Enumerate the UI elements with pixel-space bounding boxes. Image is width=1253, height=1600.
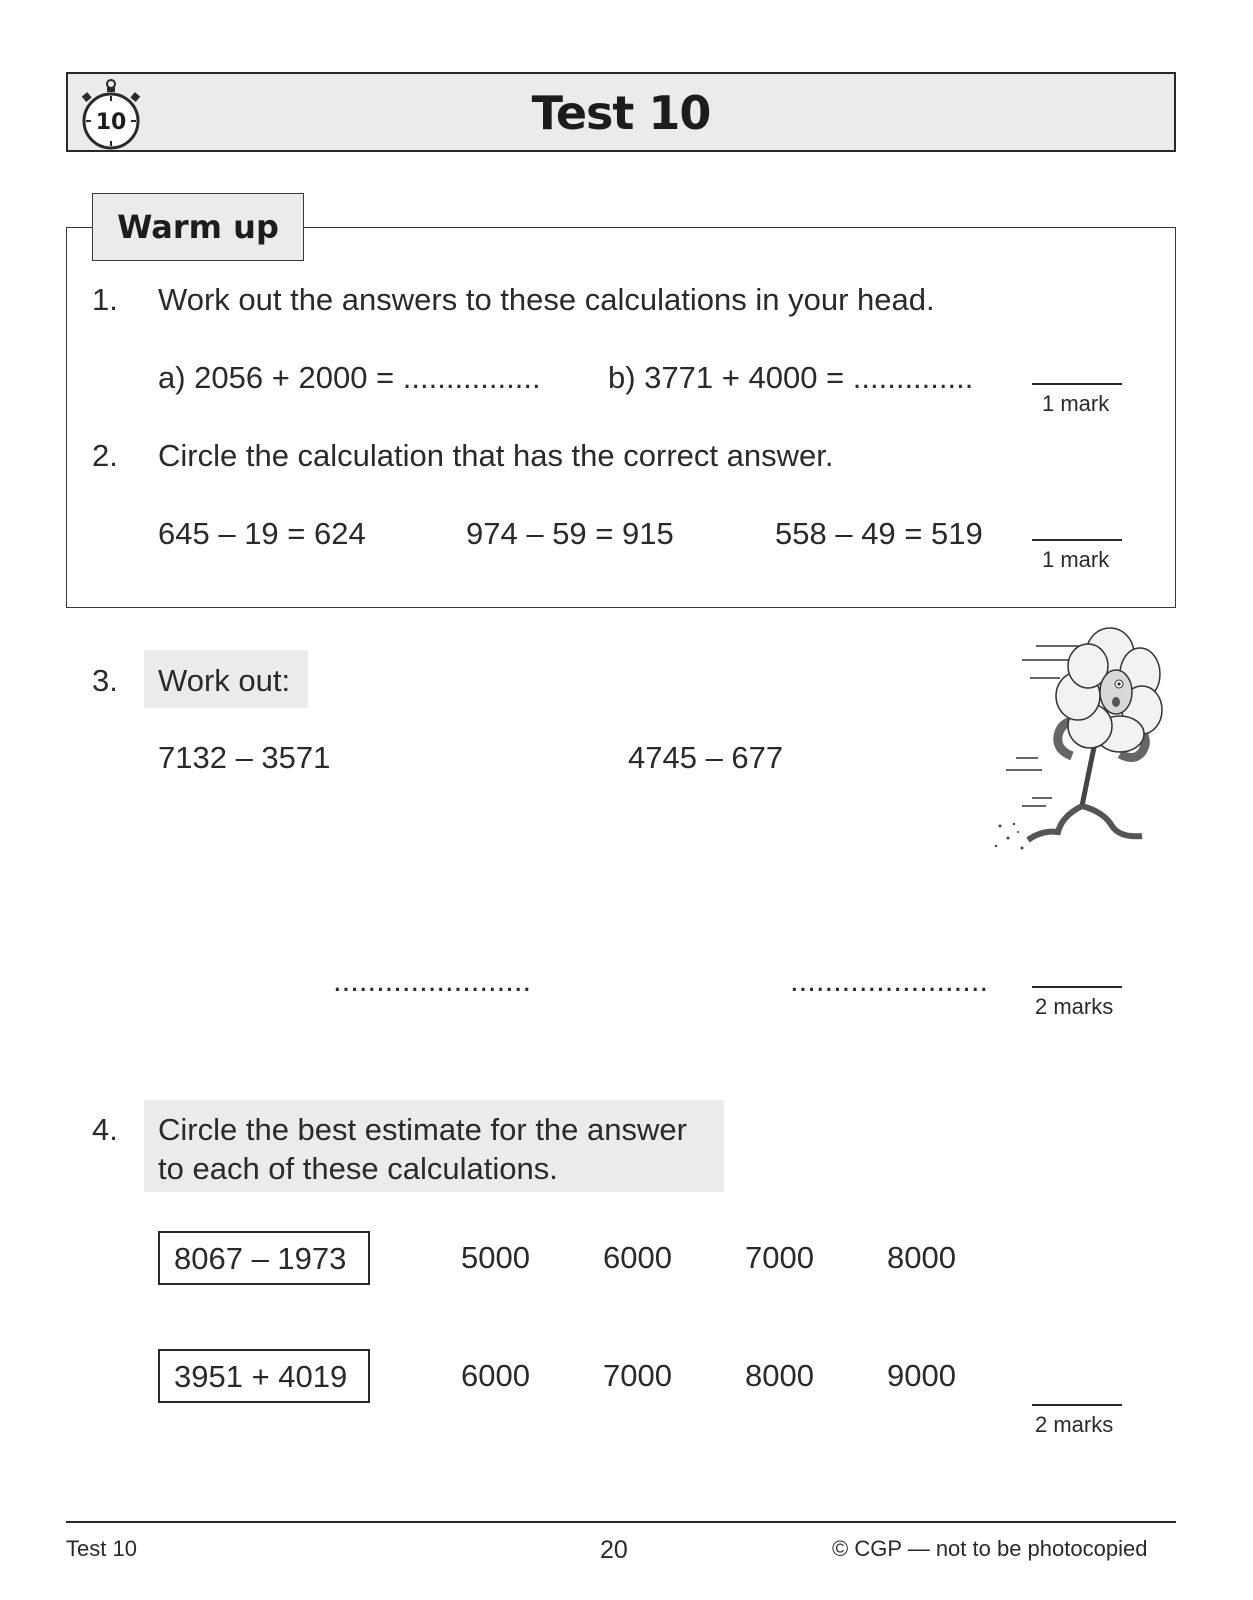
q3-mark-line: [1032, 986, 1122, 988]
q2-marks: 1 mark: [1042, 547, 1110, 572]
q4-calc-box: 3951 + 4019: [158, 1349, 370, 1403]
warmup-tab: [92, 193, 304, 261]
q4-estimate-option[interactable]: 8000: [745, 1358, 814, 1393]
q3-prompt: Work out:: [158, 663, 291, 698]
q2-option[interactable]: 645 – 19 = 624: [158, 516, 366, 551]
q2-number: 2.: [92, 438, 118, 473]
q2-prompt: Circle the calculation that has the correct answer.: [158, 438, 834, 473]
q3-calc-2: 4745 – 677: [628, 740, 784, 775]
page-title: Test 10: [531, 86, 711, 140]
running-flower-illustration: [992, 626, 1164, 862]
copyright-notice: © CGP — not to be photocopied: [832, 1536, 1148, 1561]
q4-estimate-option[interactable]: 8000: [887, 1240, 956, 1275]
q4-calc-box: 8067 – 1973: [158, 1231, 370, 1285]
q2-option[interactable]: 974 – 59 = 915: [466, 516, 674, 551]
q3-calc-1: 7132 – 3571: [158, 740, 331, 775]
footer-divider: [66, 1521, 1176, 1523]
q3-prompt-highlight: [144, 650, 308, 708]
q4-prompt-line2: to each of these calculations.: [158, 1151, 558, 1186]
q1-number: 1.: [92, 282, 118, 317]
q4-prompt-line1: Circle the best estimate for the answer: [158, 1112, 687, 1147]
q1-part-b[interactable]: b) 3771 + 4000 = ..............: [608, 360, 974, 395]
q1-mark-line: [1032, 383, 1122, 385]
q1-marks: 1 mark: [1042, 391, 1110, 416]
q4-estimate-option[interactable]: 7000: [603, 1358, 672, 1393]
q3-number: 3.: [92, 663, 118, 698]
q4-estimate-option[interactable]: 6000: [603, 1240, 672, 1275]
warmup-label: Warm up: [117, 208, 279, 246]
q4-marks: 2 marks: [1035, 1412, 1114, 1437]
page-number: 20: [600, 1536, 628, 1564]
q4-estimate-option[interactable]: 7000: [745, 1240, 814, 1275]
q3-marks: 2 marks: [1035, 994, 1114, 1019]
q3-answer-1[interactable]: .......................: [333, 963, 532, 998]
timer-number: 10: [95, 110, 127, 135]
q4-estimate-option[interactable]: 6000: [461, 1358, 530, 1393]
q4-mark-line: [1032, 1404, 1122, 1406]
header-banner: [66, 72, 1176, 152]
q1-prompt: Work out the answers to these calculations in your head.: [158, 282, 935, 317]
q4-number: 4.: [92, 1112, 118, 1147]
q4-prompt-highlight: [144, 1100, 724, 1192]
footer-test-label: Test 10: [66, 1536, 137, 1561]
q2-mark-line: [1032, 539, 1122, 541]
q1-part-a[interactable]: a) 2056 + 2000 = ................: [158, 360, 541, 395]
q2-option[interactable]: 558 – 49 = 519: [775, 516, 983, 551]
q4-estimate-option[interactable]: 5000: [461, 1240, 530, 1275]
q3-answer-2[interactable]: .......................: [790, 963, 989, 998]
q4-estimate-option[interactable]: 9000: [887, 1358, 956, 1393]
